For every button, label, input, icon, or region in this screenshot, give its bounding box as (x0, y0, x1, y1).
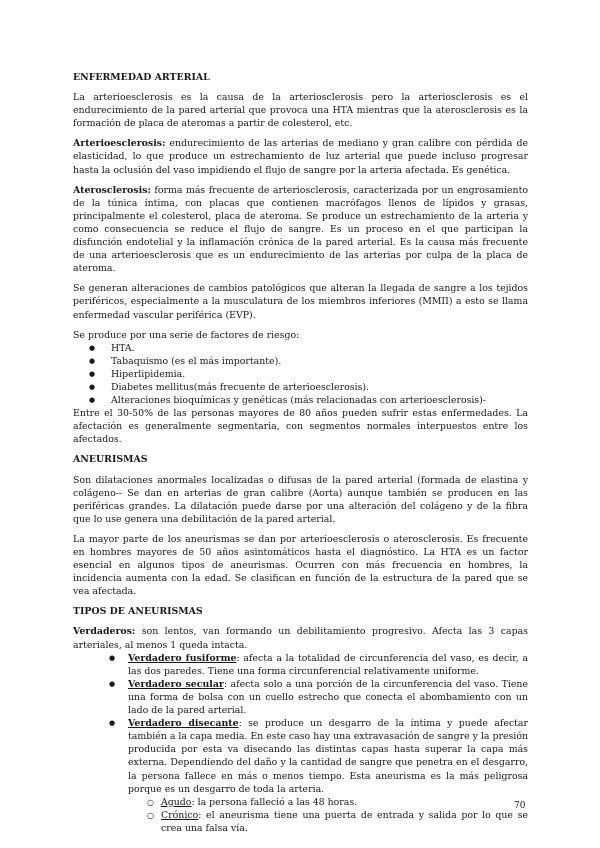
list-item: ● HTA. (89, 342, 528, 355)
heading-aneurismas: ANEURISMAS (73, 454, 148, 466)
page-content (73, 71, 528, 835)
heading-enfermedad-arterial: ENFERMEDAD ARTERIAL (73, 72, 210, 83)
list-item: ● Diabetes mellitus(más frecuente de arterioesclerosis). (89, 381, 528, 394)
sub-term: Crónico (161, 809, 199, 821)
tipos-list (73, 652, 528, 835)
list-item: ● Alteraciones bioquímicas y genéticas (más relacionadas con arterioesclerosis)- (89, 394, 528, 407)
factores-list (73, 342, 528, 407)
list-item: ● Hiperlipidemia. (89, 368, 528, 381)
list-item: ● Tabaquismo (es el más importante). (89, 355, 528, 368)
list-item (109, 678, 528, 717)
list-item (147, 796, 528, 809)
heading-tipos-aneurismas: TIPOS DE ANEURISMAS (73, 606, 203, 618)
tipo-term: Verdadero secular (128, 678, 224, 690)
intro-paragraph: La arterioesclerosis es la causa de la arteriosclerosis pero la arteriosclerosis es el endurecimiento de la pared arterial que provoca una HTA mientras que la aterosclerosis es la formación de placa de ateromas a partir de colesterol, etc. (73, 92, 528, 130)
aterosclerosis-paragraph (73, 184, 528, 276)
page-number: 70 (514, 801, 526, 811)
arterioesclerosis-text: endurecimiento de las arterias de mediano y gran calibre con pérdida de elasticidad, lo que produce un estrechamiento de luz arterial que puede incluso progresar hasta la oclusión del vaso impidiendo el flujo de sangre por la arteria afectada. Es genética. (73, 138, 528, 176)
disecante-sublist (128, 796, 528, 835)
tipo-term: Verdadero disecante (128, 718, 239, 730)
list-item (109, 717, 528, 835)
verdaderos-text: son lentos, van formando un debilitamiento progresivo. Afecta las 3 capas arteriales, al menos 1 queda intacta. (73, 626, 528, 651)
tipo-text: : se produce un desgarro de la íntima y puede afectar también a la capa media. En este caso hay una extravasación de sangre y la presión producida por esta va disecando las distintas capas hasta superar la capa más externa. Dependiendo del daño y la cantidad de sangre que penetra en el desgarro, la persona fallece en más o menos tiempo. Esta aneurisma es la más peligrosa porque es un desgarro de toda la arteria. (128, 718, 528, 795)
aneurismas-paragraph-2: La mayor parte de los aneurismas se dan por arterioesclerosis o aterosclerosis. Es frecuente en hombres mayores de 50 años asintomáticos hasta el diagnóstico. La HTA es un factor esencial en algunos tipos de aneurismas. Ocurren con más frecuencia en hombres, la incidencia aumenta con la edad. Se clasifican en función de la estructura de la pared que se vea afectada. (73, 533, 528, 598)
arterioesclerosis-term: Arterioesclerosis: (73, 138, 166, 150)
tipo-term: Verdadero fusiforme (128, 652, 237, 664)
aneurismas-paragraph-1: Son dilataciones anormales localizadas o difusas de la pared arterial (formada de elastina y colágeno-- Se dan en arterias de gran calibre (Aorta) aunque también se producen en las periféricas grandes. La dilatación puede darse por una alteración del colágeno y de la fibra que lo use genera una debilitación de la pared arterial. (73, 474, 528, 525)
verdaderos-term: Verdaderos: (73, 626, 136, 638)
aterosclerosis-text: forma más frecuente de arteriosclerosis, caracterizada por un engrosamiento de la túnica íntima, con placas que contienen macrófagos llenos de lípidos y grasas, principalmente el colesterol, placa de ateroma. Se produce un estrechamiento de la arteria y como consecuencia se reduce el flujo de sangre. Es un proceso en el que participan la disfunción endotelial y la inflamación crónica de la pared arterial. Es la causa más frecuente de una arterioesclerosis que es un endurecimiento de las arterias por culpa de la placa de ateroma. (73, 184, 528, 275)
sub-term: Agudo (161, 796, 192, 808)
list-item (109, 652, 528, 678)
tipo-text: : afecta solo a una porción de la circunferencia del vaso. Tiene una forma de bolsa con un cuello estrecho que conecta el abombamiento con un lado de la pared arterial. (128, 678, 528, 717)
list-item (147, 809, 528, 835)
sub-text: : la persona falleció a las 48 horas. (191, 796, 358, 808)
factores-intro: Se produce por una serie de factores de riesgo: (73, 329, 300, 341)
aterosclerosis-term: Aterosclerosis: (73, 184, 151, 196)
verdaderos-paragraph (73, 625, 528, 651)
tipo-text: : afecta a la totalidad de circunferencia del vaso, es decir, a las dos paredes. Tiene una forma circunferencial relativamente uniforme. (128, 652, 528, 677)
entre-paragraph: Entre el 30-50% de las personas mayores de 80 años pueden sufrir estas enfermedades. La afectación es generalmente segmentaria, con segmentos normales interpuestos entre los afectados. (73, 408, 528, 446)
alteraciones-paragraph: Se generan alteraciones de cambios patológicos que alteran la llegada de sangre a los tejidos periféricos, especialmente a la musculatura de los miembros inferiores (MMII) a esto se llama enfermedad vascular periférica (EVP). (73, 283, 528, 321)
sub-text: : el aneurisma tiene una puerta de entrada y salida por lo que se crea una falsa vía. (161, 809, 528, 834)
arterioesclerosis-paragraph (73, 137, 528, 176)
